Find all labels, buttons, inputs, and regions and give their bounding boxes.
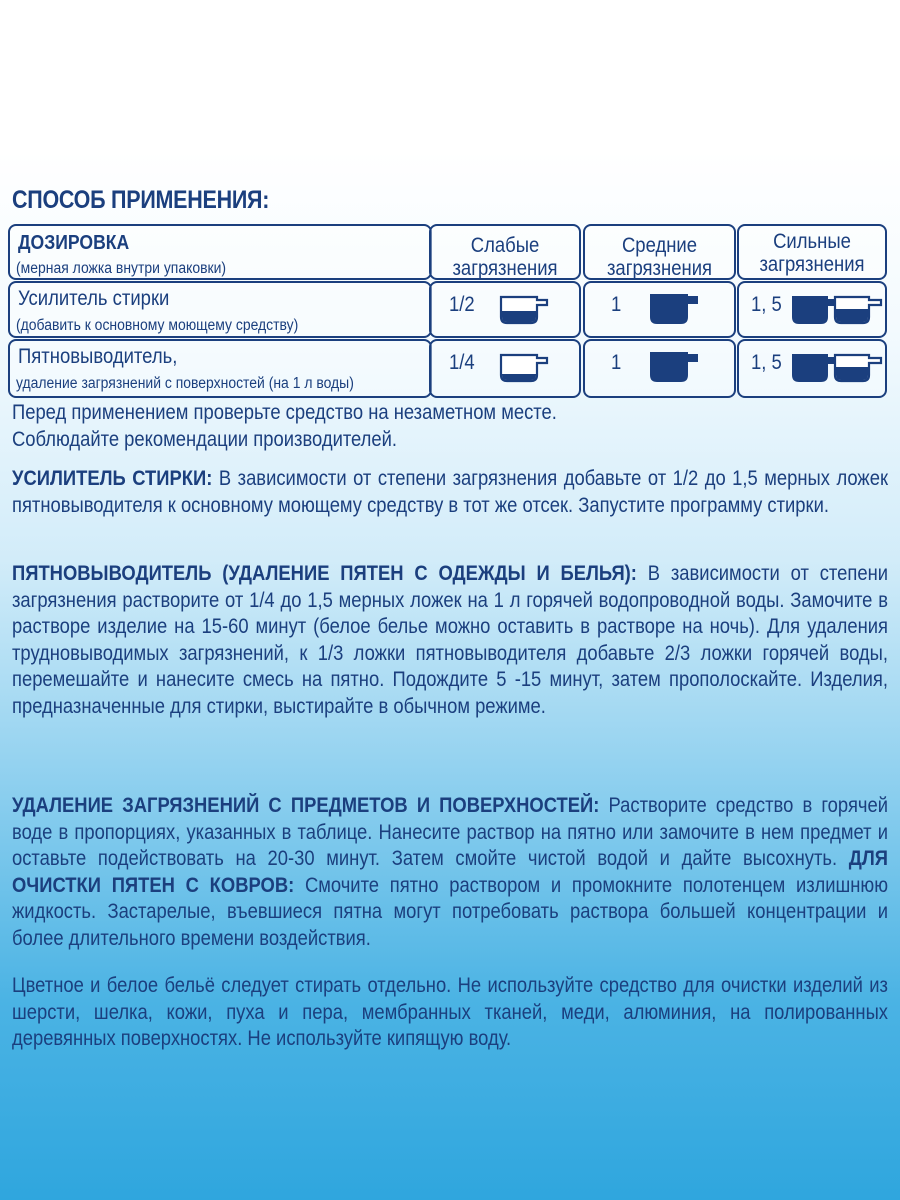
strong-line2: загрязнения [759, 253, 865, 276]
section-stain-lead: ПЯТНОВЫВОДИТЕЛЬ (УДАЛЕНИЕ ПЯТЕН С ОДЕЖДЫ И БЕЛЬЯ): [12, 562, 637, 585]
row-stain-strong-cell [737, 339, 887, 398]
note-line-2: Соблюдайте рекомендации производителей. [12, 427, 398, 451]
section-booster-lead: УСИЛИТЕЛЬ СТИРКИ: [12, 467, 213, 490]
row-booster-weak-cell [429, 281, 581, 338]
row-booster-medium-dose: 1 [611, 293, 622, 316]
section-surfaces [12, 793, 888, 953]
section-warnings [12, 973, 888, 1053]
measuring-cup-one-and-half-icon [791, 295, 883, 325]
section-carpets-lead: ДЛЯ ОЧИСТКИ ПЯТЕН С КОВРОВ: [12, 847, 888, 897]
row-stain-medium-dose: 1 [611, 351, 622, 374]
measuring-cup-one-and-half-icon [791, 353, 883, 383]
strong-line1: Сильные [773, 230, 851, 253]
section-stain-remover [12, 561, 888, 721]
section-booster-body: В зависимости от степени загрязнения добавьте от 1/2 до 1,5 мерных ложек пятновыводителя к основному моющему средству в тот же отсек. Запустите программу стирки. [12, 467, 889, 517]
row-booster-weak-dose: 1/2 [449, 293, 475, 316]
measuring-cup-quarter-icon [499, 353, 549, 383]
medium-line2: загрязнения [606, 257, 713, 280]
row-booster-sublabel: (добавить к основному моющему средству) [16, 317, 299, 334]
header-strong-cell [737, 224, 887, 280]
row-stain-medium-cell [583, 339, 736, 398]
notes-block [12, 400, 888, 453]
row-stain-label-cell [8, 339, 432, 398]
row-booster-strong-cell [737, 281, 887, 338]
header-label-cell [8, 224, 432, 280]
medium-line1: Средние [621, 234, 698, 257]
section-surfaces-body: Растворите средство в горячей воде в пропорциях, указанных в таблице. Нанесите раствор на пятно или замочите в нем предмет и оставьте подействовать на 20-30 минут. Затем смойте чистой водой и дайте высохнуть. [12, 794, 888, 871]
row-booster-medium-cell [583, 281, 736, 338]
row-stain-sublabel: удаление загрязнений с поверхностей (на 1 л воды) [16, 375, 354, 392]
row-stain-weak-dose: 1/4 [449, 351, 475, 374]
row-booster-label-cell [8, 281, 432, 338]
section-booster [12, 466, 888, 519]
row-stain-strong-dose: 1, 5 [751, 351, 782, 374]
section-carpets-body: Смочите пятно раствором и промокните полотенцем излишнюю жидкость. Застарелые, въевшиеся пятна могут потребовать раствора большей концентрации и более длительного времени воздействия. [12, 873, 889, 950]
weak-line1: Слабые [470, 234, 540, 257]
section-stain-body: В зависимости от степени загрязнения растворите от 1/4 до 1,5 мерных ложек на 1 л горячей водопроводной воды. Замочите в растворе изделие на 15-60 минут (белое белье можно оставить в растворе на ночь). Для удаления трудновыводимых загрязнений, к 1/3 ложки пятновыводителя добавьте 2/3 ложки горячей воды, перемешайте и нанесите смесь на пятно. Подождите 5 -15 минут, затем прополоскайте. Изделия, предназначенные для стирки, выстирайте в обычном режиме. [12, 562, 889, 718]
row-stain-weak-cell [429, 339, 581, 398]
row-booster-strong-dose: 1, 5 [751, 293, 782, 316]
section-surfaces-lead: УДАЛЕНИЕ ЗАГРЯЗНЕНИЙ С ПРЕДМЕТОВ И ПОВЕРХНОСТЕЙ: [12, 794, 600, 817]
dosage-table [8, 224, 887, 398]
measuring-cup-half-icon [499, 295, 549, 325]
row-stain-label: Пятновыводитель, [18, 345, 178, 368]
measuring-cup-full-icon [649, 351, 699, 383]
section-warnings-body: Цветное и белое бельё следует стирать отдельно. Не используйте средство для очистки изделий из шерсти, шелка, кожи, пуха и пера, мембранных тканей, меди, алюминия, на полированных деревянных поверхностях. Не используйте кипящую воду. [12, 974, 888, 1051]
header-label: ДОЗИРОВКА [18, 232, 130, 254]
row-booster-label: Усилитель стирки [18, 287, 170, 310]
page-title: СПОСОБ ПРИМЕНЕНИЯ: [12, 186, 270, 214]
header-medium-cell [583, 224, 736, 280]
note-line-1: Перед применением проверьте средство на незаметном месте. [12, 401, 557, 424]
header-sublabel: (мерная ложка внутри упаковки) [16, 260, 227, 277]
header-weak-cell [429, 224, 581, 280]
measuring-cup-full-icon [649, 293, 699, 325]
weak-line2: загрязнения [452, 257, 558, 280]
